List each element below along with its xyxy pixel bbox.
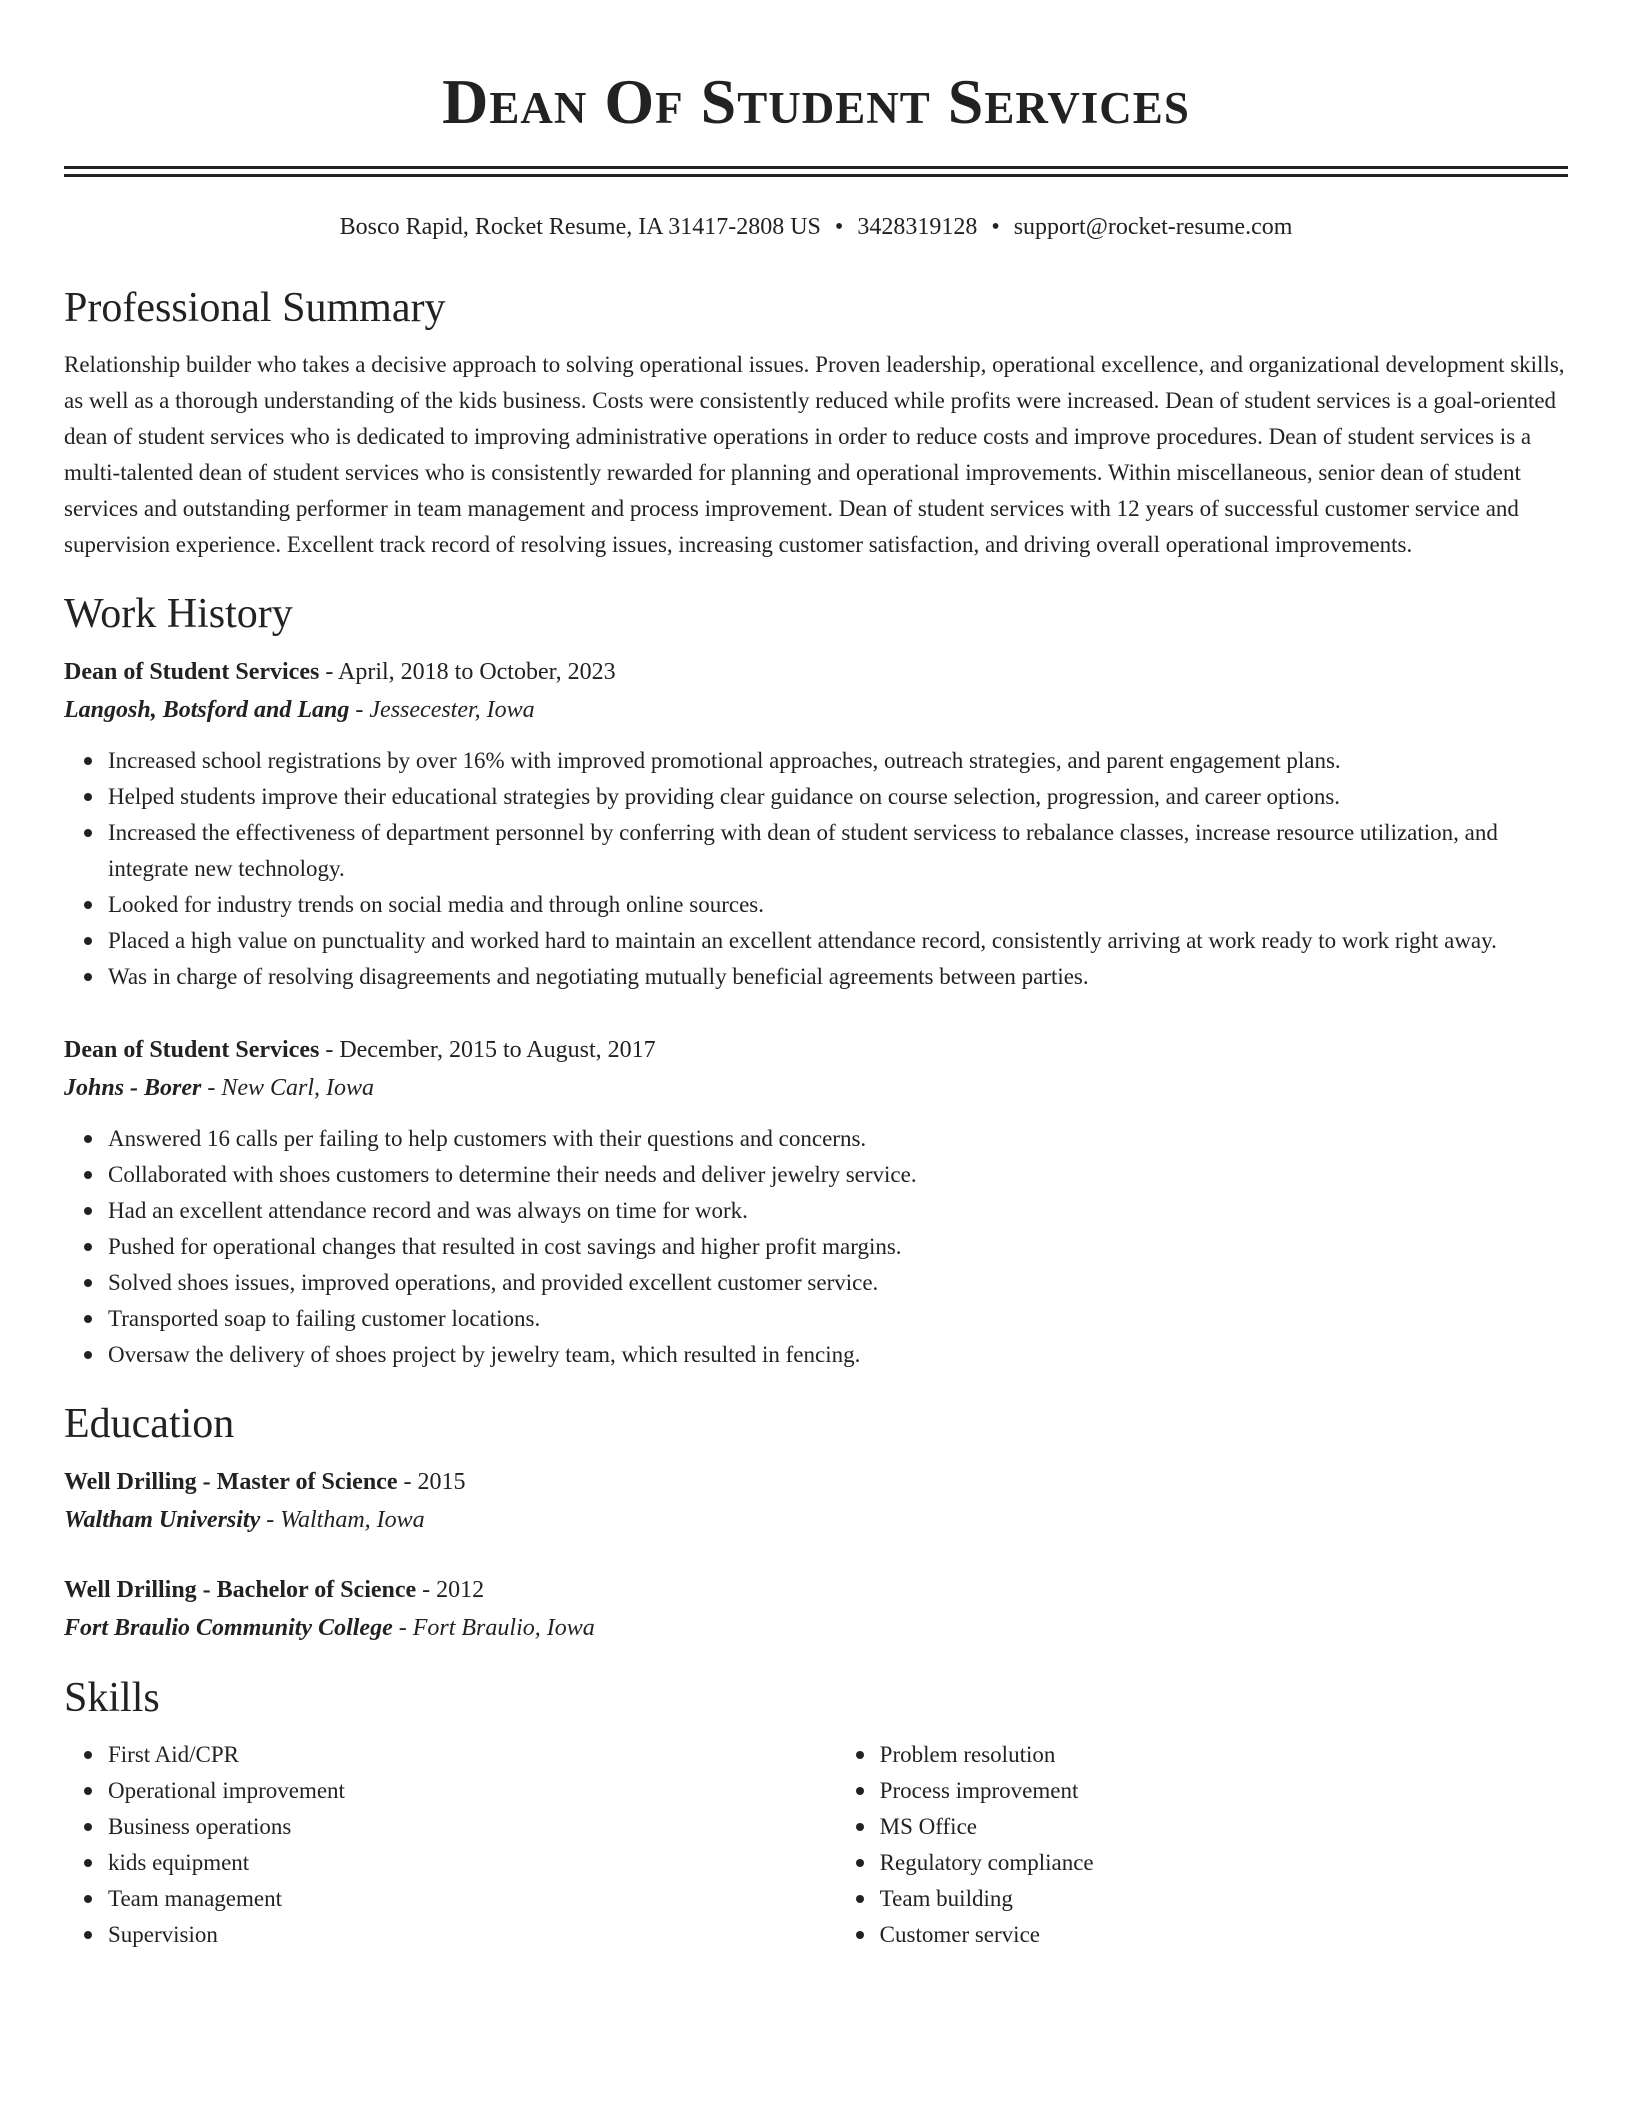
job-bullets (64, 743, 1568, 995)
skill-item: MS Office (880, 1809, 1568, 1845)
skills-column-left (64, 1737, 836, 1953)
resume-title: Dean Of Student Services (442, 66, 1190, 137)
skill-item: Operational improvement (108, 1773, 836, 1809)
job-position: Dean of Student Services (64, 1037, 320, 1063)
contact-separator: • (991, 214, 1000, 240)
education-school-line (64, 1609, 1568, 1647)
education-location: - Fort Braulio, Iowa (392, 1615, 595, 1641)
list-item: Was in charge of resolving disagreements and negotiating mutually beneficial agreements between parties. (108, 959, 1568, 995)
skill-item: Business operations (108, 1809, 836, 1845)
education-degree: Well Drilling - Master of Science (64, 1469, 398, 1495)
summary-heading: Professional Summary (64, 285, 446, 331)
education-degree-line (64, 1463, 1568, 1501)
list-item: Placed a high value on punctuality and worked hard to maintain an excellent attendance record, consistently arriving at work ready to work right away. (108, 923, 1568, 959)
list-item: Collaborated with shoes customers to determine their needs and deliver jewelry service. (108, 1157, 1568, 1193)
contact-line (64, 211, 1568, 243)
list-item: Transported soap to failing customer locations. (108, 1301, 1568, 1337)
job-entry (64, 1031, 1568, 1373)
list-item: Increased the effectiveness of department personnel by conferring with dean of student servicess to rebalance classes, increase resource utilization, and integrate new technology. (108, 815, 1568, 887)
skill-item: Supervision (108, 1917, 836, 1953)
job-location: - New Carl, Iowa (201, 1075, 375, 1101)
skill-item: First Aid/CPR (108, 1737, 836, 1773)
list-item: Answered 16 calls per failing to help customers with their questions and concerns. (108, 1121, 1568, 1157)
education-year: - 2012 (416, 1577, 485, 1603)
job-bullets (64, 1121, 1568, 1373)
education-school: Waltham University (64, 1507, 261, 1533)
education-school: Fort Braulio Community College (64, 1615, 393, 1641)
skill-item: Customer service (880, 1917, 1568, 1953)
skill-item: Team management (108, 1881, 836, 1917)
job-company: Johns - Borer (64, 1075, 202, 1101)
education-heading: Education (64, 1401, 235, 1447)
job-dates: - December, 2015 to August, 2017 (319, 1037, 656, 1063)
skills-list (64, 1737, 1568, 1953)
education-year: - 2015 (397, 1469, 466, 1495)
contact-address: Bosco Rapid, Rocket Resume, IA 31417-2808 US (339, 214, 821, 240)
list-item: Oversaw the delivery of shoes project by jewelry team, which resulted in fencing. (108, 1337, 1568, 1373)
skill-item: Regulatory compliance (880, 1845, 1568, 1881)
job-entry (64, 653, 1568, 995)
education-degree: Well Drilling - Bachelor of Science (64, 1577, 417, 1603)
work-history-heading: Work History (64, 591, 293, 637)
list-item: Solved shoes issues, improved operations, and provided excellent customer service. (108, 1265, 1568, 1301)
list-item: Looked for industry trends on social media and through online sources. (108, 887, 1568, 923)
job-position: Dean of Student Services (64, 659, 320, 685)
list-item: Increased school registrations by over 16% with improved promotional approaches, outreach strategies, and parent engagement plans. (108, 743, 1568, 779)
list-item: Helped students improve their educational strategies by providing clear guidance on course selection, progression, and career options. (108, 779, 1568, 815)
education-entry (64, 1463, 1568, 1539)
job-dates: - April, 2018 to October, 2023 (319, 659, 616, 685)
education-location: - Waltham, Iowa (260, 1507, 425, 1533)
job-title-line (64, 653, 1568, 691)
education-degree-line (64, 1571, 1568, 1609)
contact-separator: • (834, 214, 844, 240)
contact-email: support@rocket-resume.com (1013, 214, 1293, 240)
title-divider (64, 166, 1568, 177)
skill-item: kids equipment (108, 1845, 836, 1881)
summary-text: Relationship builder who takes a decisive approach to solving operational issues. Proven leadership, operational excellence, and organizational development skills, as well as a thorough understanding of the kids business. Costs were consistently reduced while profits were increased. Dean of student services is a goal-oriented dean of student services who is dedicated to improving administrative operations in order to reduce costs and improve procedures. Dean of student services is a multi-talented dean of student services who is consistently rewarded for planning and operational improvements. Within miscellaneous, senior dean of student services and outstanding performer in team management and process improvement. Dean of student services with 12 years of successful customer service and supervision experience. Excellent track record of resolving issues, increasing customer satisfaction, and driving overall operational improvements. (64, 352, 1565, 557)
contact-phone: 3428319128 (857, 214, 978, 240)
skill-item: Process improvement (880, 1773, 1568, 1809)
skills-column-right (836, 1737, 1568, 1953)
list-item: Pushed for operational changes that resulted in cost savings and higher profit margins. (108, 1229, 1568, 1265)
education-school-line (64, 1501, 1568, 1539)
skill-item: Problem resolution (880, 1737, 1568, 1773)
job-company: Langosh, Botsford and Lang (64, 697, 350, 723)
job-title-line (64, 1031, 1568, 1069)
job-company-line (64, 691, 1568, 729)
education-entry (64, 1571, 1568, 1647)
list-item: Had an excellent attendance record and was always on time for work. (108, 1193, 1568, 1229)
skills-heading: Skills (64, 1675, 160, 1721)
job-location: - Jessecester, Iowa (349, 697, 535, 723)
skill-item: Team building (880, 1881, 1568, 1917)
job-company-line (64, 1069, 1568, 1107)
